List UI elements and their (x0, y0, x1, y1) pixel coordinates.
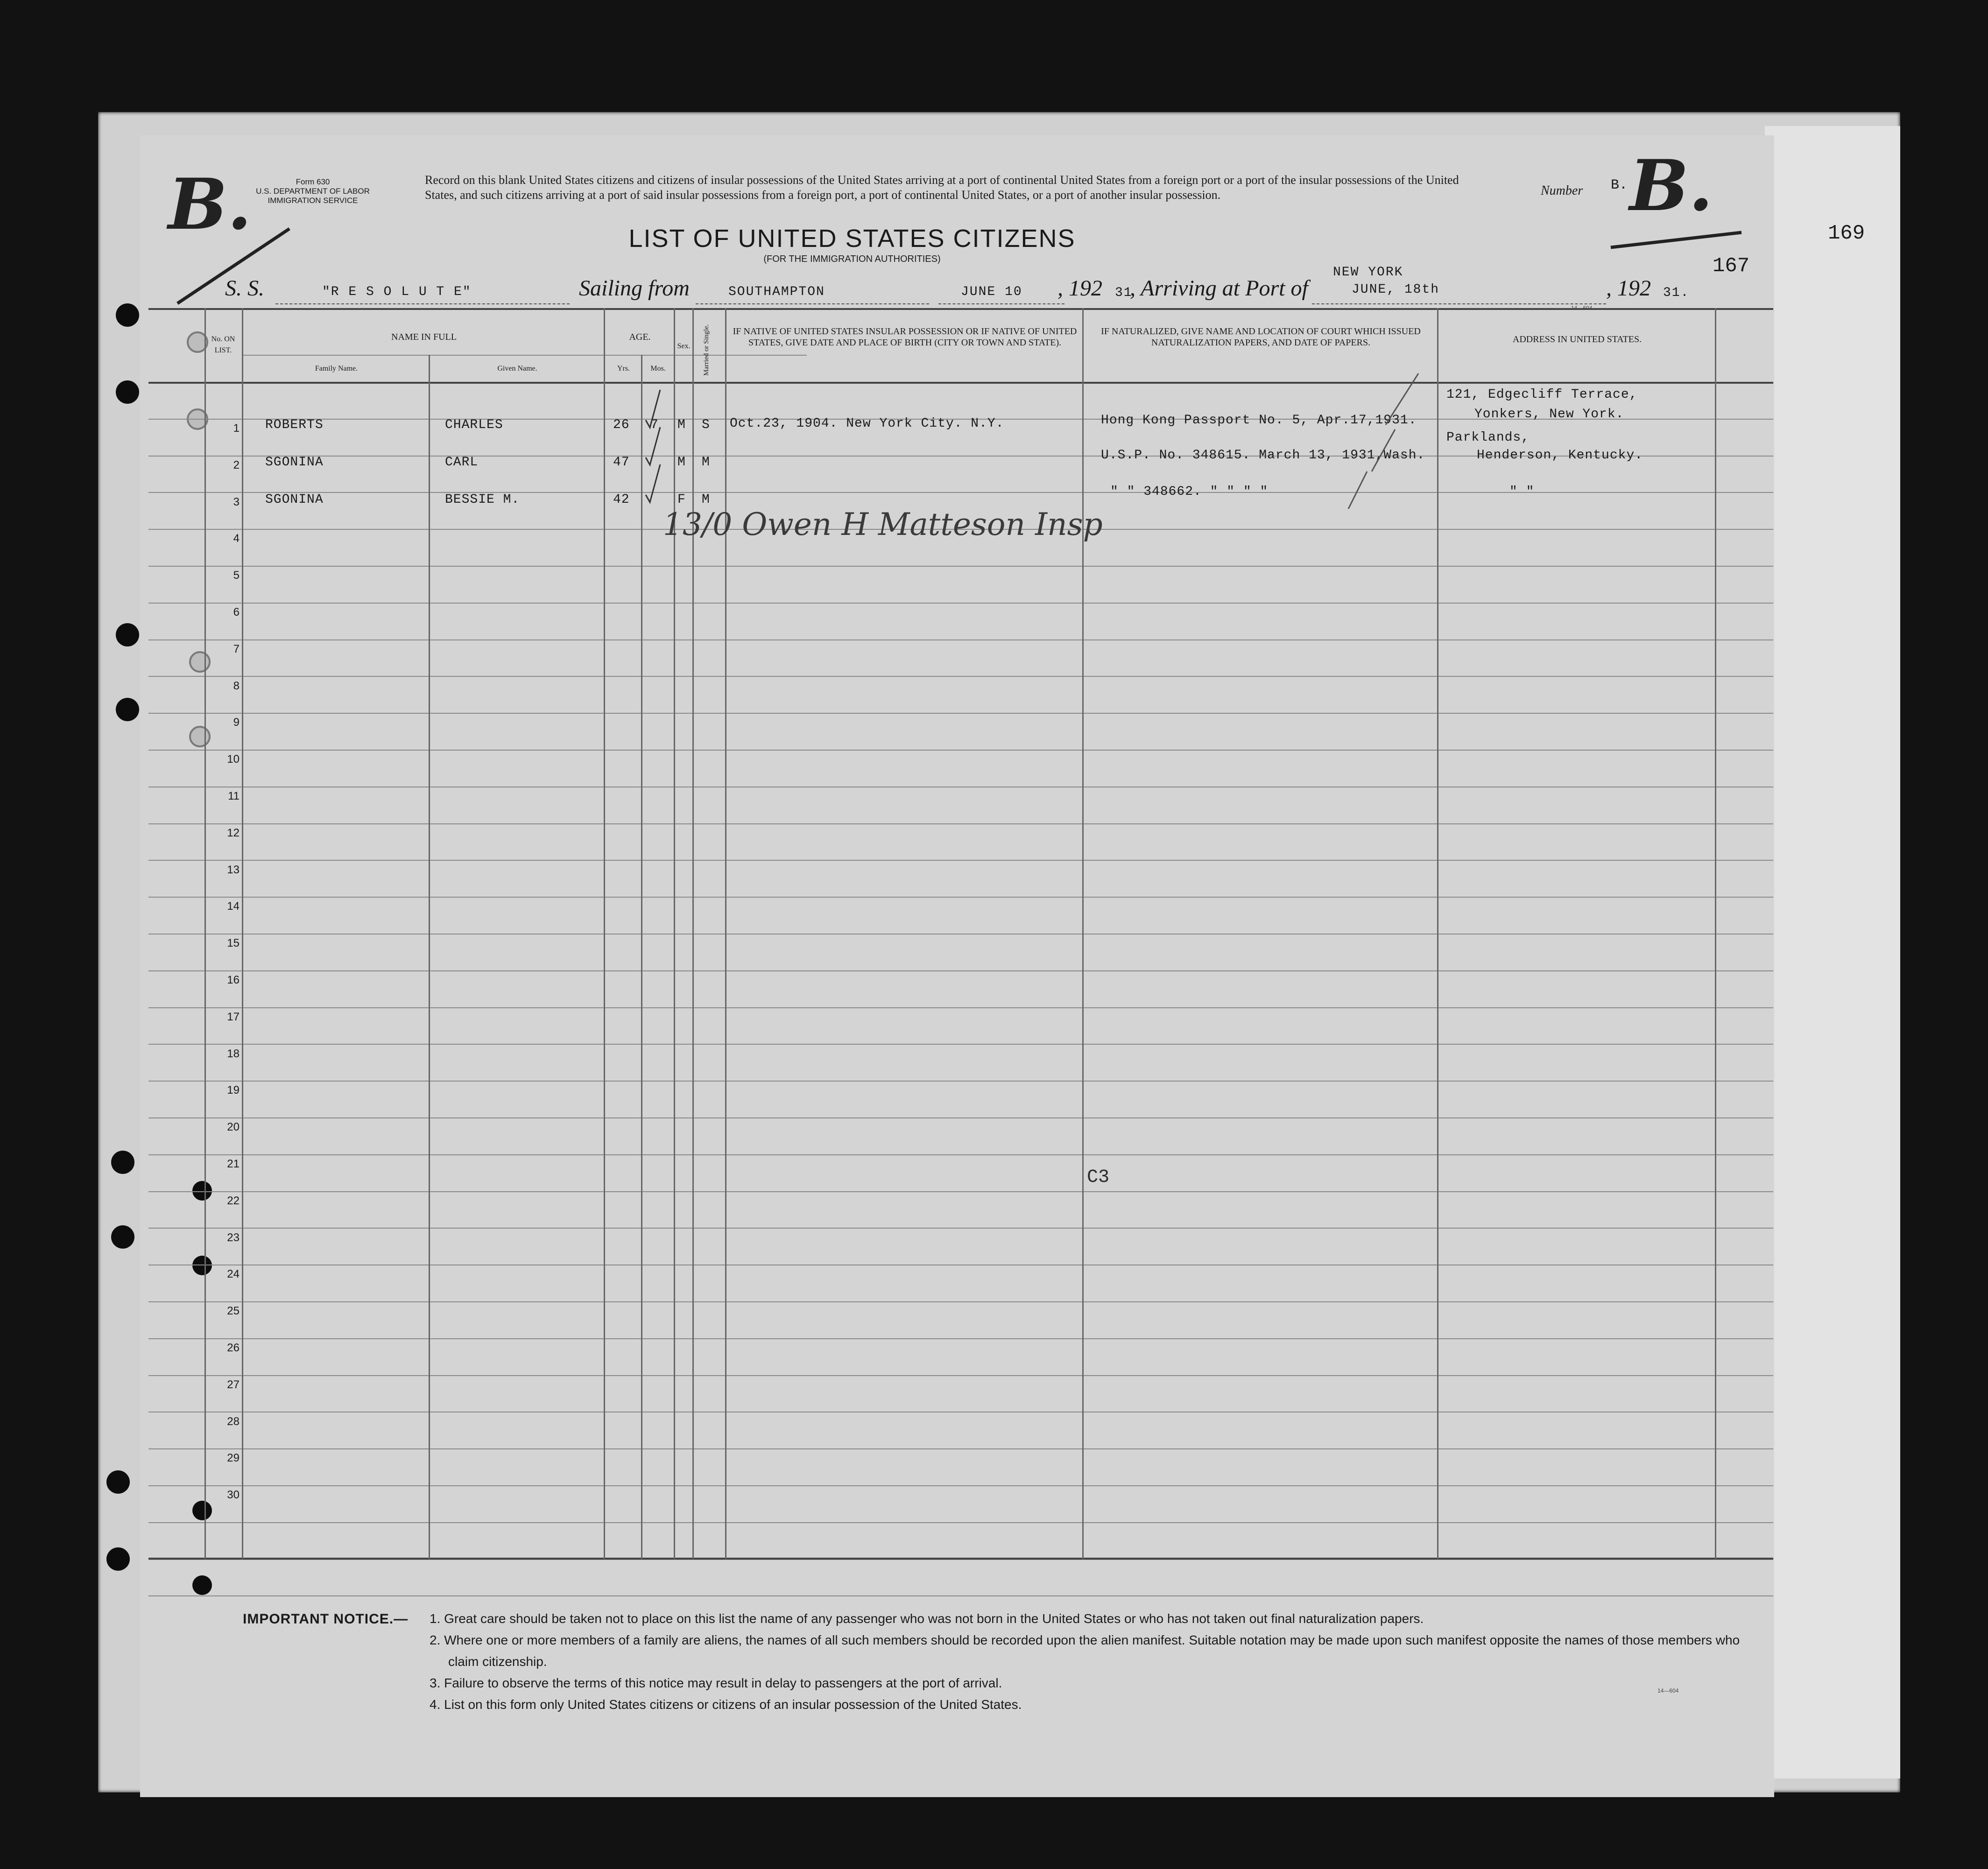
row-number: 24 (227, 1268, 240, 1281)
port-underline (696, 303, 929, 304)
row-number: 22 (227, 1194, 240, 1207)
row-number: 27 (227, 1378, 240, 1391)
date-underline (938, 303, 1064, 304)
age-years-cell: 26 (613, 418, 630, 432)
address-line-1: Parklands, (1446, 430, 1530, 445)
row-number: 2 (233, 458, 240, 471)
sex-cell: M (677, 455, 686, 470)
address-line-1: 121, Edgecliff Terrace, (1446, 387, 1638, 402)
row-rule (148, 1522, 1773, 1523)
check-mark (1278, 369, 1428, 518)
row-number: 7 (233, 642, 240, 655)
birth-cell: Oct.23, 1904. New York City. N.Y. (730, 416, 1004, 431)
naturalization-cell: Hong Kong Passport No. 5, Apr.17,1931. (1101, 413, 1417, 428)
naturalization-header: IF NATURALIZED, GIVE NAME AND LOCATION OF COURT WHICH ISSUED NATURALIZATION PAPERS, AND DATE OF PAPERS. (1101, 326, 1421, 348)
arrival-underline (1312, 303, 1606, 304)
row-rule (148, 713, 1773, 714)
hand-letter-left: B. (168, 163, 252, 246)
row-number: 17 (227, 1010, 240, 1023)
inspection-stamp: C3 (1087, 1167, 1110, 1188)
col-divider (604, 308, 605, 1559)
page-title: LIST OF UNITED STATES CITIZENS (628, 225, 1076, 253)
punch-hole (116, 303, 139, 327)
years-header: Yrs. (617, 365, 630, 372)
punch-hole (116, 623, 139, 646)
row-number: 12 (227, 826, 240, 839)
age-years-cell: 42 (613, 492, 630, 507)
row-number: 21 (227, 1158, 240, 1170)
printer-code-top: 14—604 (1571, 305, 1593, 311)
address-line-2: Yonkers, New York. (1474, 407, 1624, 422)
header-mid-rule (242, 355, 807, 356)
family-name-cell: SGONINA (265, 455, 324, 470)
notice-item: 3. Failure to observe the terms of this notice may result in delay to passengers at the port of arrival. (430, 1676, 1002, 1690)
right-paper-strip (1765, 126, 1900, 1778)
row-rule (148, 1228, 1773, 1229)
row-number: 20 (227, 1121, 240, 1134)
col-divider (1437, 308, 1438, 1559)
row-number: 3 (233, 495, 240, 508)
row-rule (148, 1595, 1773, 1596)
page-number-outer: 169 (1828, 222, 1865, 245)
service-name: IMMIGRATION SERVICE (268, 196, 358, 205)
naturalization-cell: U.S.P. No. 348615. March 13, 1931,Wash. (1101, 448, 1425, 463)
table-bottom-rule (148, 1558, 1773, 1560)
punch-hole (111, 1151, 134, 1174)
col-divider (1082, 308, 1084, 1559)
sailing-date: JUNE 10 (961, 285, 1022, 299)
row-rule (148, 1191, 1773, 1192)
sex-cell: F (677, 492, 686, 507)
row-rule (148, 1117, 1773, 1118)
sex-cell: M (677, 418, 686, 432)
punch-hole (116, 698, 139, 721)
row-rule (148, 750, 1773, 751)
row-rule (148, 676, 1773, 677)
col-divider (242, 308, 243, 1559)
row-number: 26 (227, 1342, 240, 1354)
col-divider (725, 308, 726, 1559)
row-rule (148, 860, 1773, 861)
col-divider (674, 308, 675, 1559)
ship-underline (275, 303, 570, 304)
row-rule (148, 566, 1773, 567)
punch-hole (106, 1547, 130, 1571)
row-rule (148, 1154, 1773, 1155)
row-number: 30 (227, 1489, 240, 1502)
form-number: Form 630 (296, 177, 330, 186)
header-bottom-rule (148, 382, 1773, 384)
form-number-block (252, 177, 374, 205)
page-subtitle: (FOR THE IMMIGRATION AUTHORITIES) (763, 254, 941, 264)
row-rule (148, 1044, 1773, 1045)
row-number: 28 (227, 1415, 240, 1428)
number-label: Number (1541, 183, 1583, 198)
ss-label: S. S. (225, 276, 264, 301)
row-number: 16 (227, 974, 240, 986)
row-number: 4 (233, 532, 240, 545)
age-months-cell: 7 (650, 418, 659, 432)
row-rule (148, 1081, 1773, 1082)
name-in-full-header: NAME IN FULL (391, 332, 457, 342)
row-rule (148, 1338, 1773, 1339)
passenger-table (148, 308, 1773, 1559)
notice-item: 2. Where one or more members of a family are aliens, the names of all such members should be recorded upon the alien manifest. Suitable notation may be made upon such manifest opposite the names of those members who claim citizenship. (430, 1633, 1740, 1669)
row-number: 13 (227, 863, 240, 876)
married-single-header: Married or Single. (703, 324, 710, 376)
ship-name: "R E S O L U T E" (322, 285, 472, 299)
arrival-year: 31. (1663, 286, 1690, 300)
number-value: B. (1611, 177, 1628, 193)
row-rule (148, 1448, 1773, 1449)
hand-stroke-right (1606, 229, 1746, 252)
row-rule (148, 1007, 1773, 1008)
col-divider (429, 355, 430, 1559)
row-number: 11 (228, 790, 240, 802)
row-number: 15 (227, 937, 240, 950)
punch-hole (111, 1225, 134, 1249)
arrival-date: JUNE, 18th (1352, 282, 1440, 297)
row-rule (148, 897, 1773, 898)
address-header: ADDRESS IN UNITED STATES. (1512, 334, 1642, 344)
row-rule (148, 823, 1773, 824)
address-line-2: Henderson, Kentucky. (1477, 448, 1643, 463)
year-prefix-2: , 192 (1606, 276, 1651, 301)
punch-hole (192, 1575, 212, 1595)
given-name-cell: BESSIE M. (445, 492, 520, 507)
age-years-cell: 47 (613, 455, 630, 470)
check-mark (643, 462, 662, 504)
sailing-year: 31 (1115, 286, 1133, 300)
col-divider (641, 355, 642, 1559)
row-rule (148, 639, 1773, 640)
row-number: 25 (227, 1305, 240, 1318)
family-name-cell: ROBERTS (265, 418, 324, 432)
departure-port: SOUTHAMPTON (728, 285, 825, 299)
row-rule (148, 970, 1773, 971)
notice-item: 4. List on this form only United States citizens or citizens of an insular possession of the United States. (430, 1697, 1022, 1712)
notice-item: 1. Great care should be taken not to place on this list the name of any passenger who was not born in the United States or who has not taken out final naturalization papers. (430, 1611, 1424, 1626)
notice-heading: IMPORTANT NOTICE.— (243, 1611, 409, 1627)
row-number: 29 (227, 1452, 240, 1465)
row-rule (148, 1375, 1773, 1376)
row-rule (148, 1301, 1773, 1302)
marital-cell: M (702, 492, 710, 507)
naturalization-cell: " " 348662. " " " " (1110, 485, 1269, 499)
given-name-cell: CHARLES (445, 418, 503, 432)
row-number: 1 (233, 422, 240, 435)
printer-code-bottom: 14—604 (1657, 1687, 1679, 1694)
row-number: 23 (227, 1231, 240, 1244)
punch-hole (106, 1470, 130, 1494)
notice-list (430, 1608, 1760, 1715)
family-name-cell: SGONINA (265, 492, 324, 507)
family-name-header: Family Name. (315, 365, 358, 372)
row-number: 5 (233, 569, 240, 582)
months-header: Mos. (650, 365, 666, 372)
record-instructions: Record on this blank United States citizens and citizens of insular possessions of the United States arriving at a port of continental United States from a foreign port or a port of the insular possessions of the United States, and such citizens arriving at a port of said insular possessions from a foreign port, a port of continental United States, or a port of another insular possession. (425, 173, 1459, 202)
no-on-list-header: No. ON LIST. (211, 335, 235, 354)
given-name-header: Given Name. (497, 365, 537, 372)
hand-letter-right: B. (1629, 145, 1713, 227)
punch-hole (116, 380, 139, 404)
sex-header: Sex. (677, 342, 691, 350)
given-name-cell: CARL (445, 455, 479, 470)
birth-place-header: IF NATIVE OF UNITED STATES INSULAR POSSESSION OR IF NATIVE OF UNITED STATES, GIVE DATE AND PLACE OF BIRTH (CITY OR TOWN AND STATE). (733, 326, 1077, 348)
year-prefix-1: , 192 (1057, 276, 1102, 301)
col-divider (1715, 308, 1716, 1559)
row-number: 18 (227, 1047, 240, 1060)
age-header: AGE. (629, 332, 651, 342)
check-mark (643, 425, 662, 467)
row-number: 14 (227, 900, 240, 913)
col-divider (204, 308, 206, 1559)
header-top-rule (148, 308, 1773, 310)
department-name: U.S. DEPARTMENT OF LABOR (256, 187, 370, 196)
check-mark (643, 387, 662, 429)
address-line-1: " " (1509, 485, 1535, 499)
page-number-inner: 167 (1713, 254, 1750, 278)
row-rule (148, 603, 1773, 604)
marital-cell: M (702, 455, 710, 470)
row-number: 6 (233, 606, 240, 618)
sailing-label: Sailing from (579, 276, 690, 301)
row-number: 9 (233, 716, 240, 729)
arriving-label: , Arriving at Port of (1130, 276, 1308, 301)
row-rule (148, 1485, 1773, 1486)
inspector-signature: 13/0 Owen H Matteson Insp (663, 506, 1103, 542)
marital-cell: S (702, 418, 710, 432)
row-number: 8 (233, 679, 240, 692)
row-number: 19 (227, 1084, 240, 1097)
col-divider (692, 308, 694, 1559)
row-number: 10 (227, 753, 240, 766)
arrival-port: NEW YORK (1333, 265, 1403, 280)
